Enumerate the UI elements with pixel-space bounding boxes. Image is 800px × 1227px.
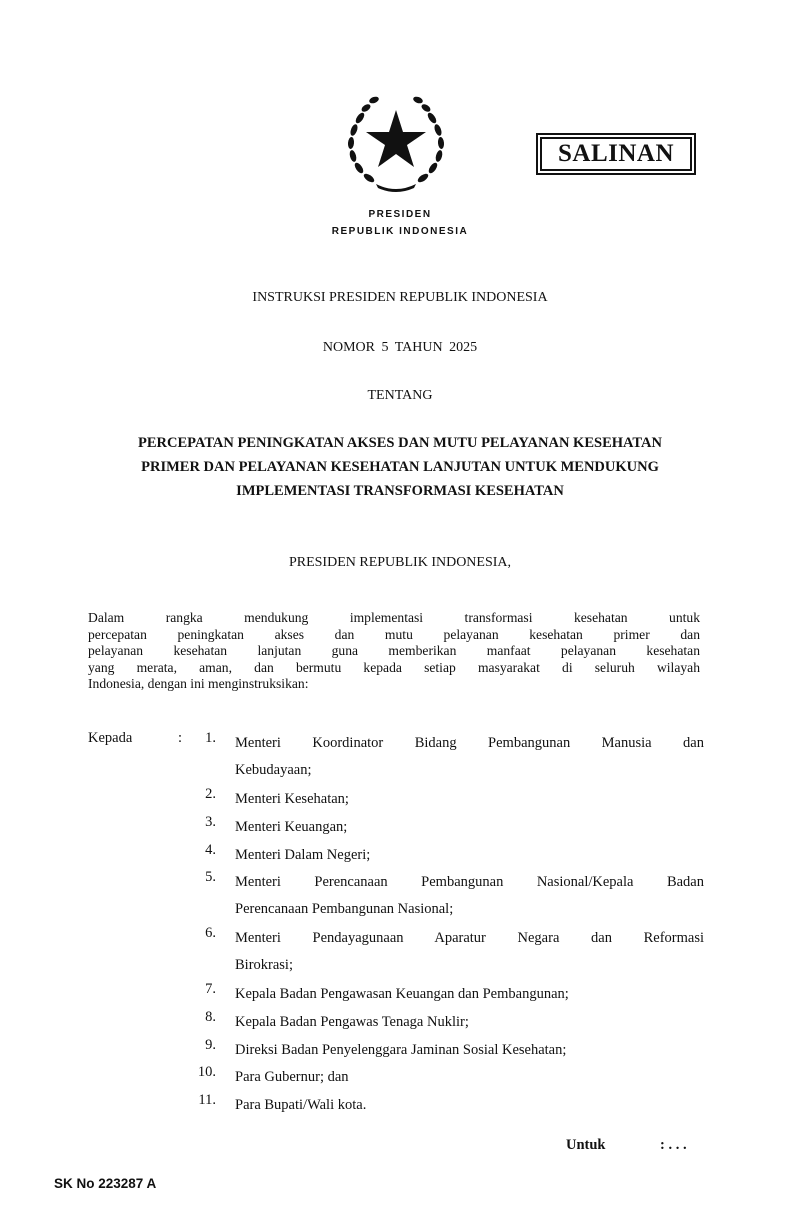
item-number: 10. (197, 1064, 216, 1080)
item-number: 7. (205, 981, 216, 997)
header-republic: REPUBLIK INDONESIA (331, 226, 469, 237)
item-text-cont: Birokrasi; (235, 957, 293, 973)
subject-line-3: IMPLEMENTASI TRANSFORMASI KESEHATAN (236, 483, 564, 499)
item-number: 1. (205, 730, 216, 746)
list-item (180, 869, 704, 923)
item-number: 11. (198, 1092, 216, 1108)
copy-stamp: SALINAN (536, 133, 696, 175)
list-item (180, 981, 704, 1008)
item-number: 3. (205, 814, 216, 830)
star-wreath-icon (340, 88, 452, 196)
list-item (180, 925, 704, 979)
list-item (180, 814, 704, 841)
list-item (180, 1092, 704, 1119)
document-subject (80, 431, 720, 503)
document-about: TENTANG (367, 388, 433, 403)
document-number: NOMOR 5 TAHUN 2025 (322, 340, 478, 355)
item-text: Para Gubernur; dan (235, 1069, 349, 1085)
preamble-line: percepatan peningkatan akses dan mutu pelayanan kesehatan primer dan (88, 626, 700, 642)
item-text: Menteri Dalam Negeri; (235, 847, 371, 863)
state-emblem (340, 88, 452, 196)
item-number: 8. (205, 1009, 216, 1025)
continuation-word: Untuk (566, 1137, 606, 1153)
item-text-cont: Perencanaan Pembangunan Nasional; (235, 901, 454, 917)
document-code: SK No 223287 A (54, 1176, 157, 1191)
item-text: Direksi Badan Penyelenggara Jaminan Sosial Kesehatan; (235, 1042, 567, 1058)
preamble-line: Dalam rangka mendukung implementasi transformasi kesehatan untuk (88, 610, 700, 625)
item-text: Menteri Keuangan; (235, 819, 348, 835)
subject-line-2: PRIMER DAN PELAYANAN KESEHATAN LANJUTAN UNTUK MENDUKUNG (141, 459, 659, 475)
preamble-line: Indonesia, dengan ini menginstruksikan: (88, 676, 309, 691)
preamble-paragraph (88, 610, 700, 693)
list-item (180, 1009, 704, 1036)
preamble-line: yang merata, aman, dan bermutu kepada setiap masyarakat di seluruh wilayah (88, 659, 700, 675)
item-text: Menteri Pendayagunaan Aparatur Negara dan Reformasi (235, 930, 704, 946)
item-text-cont: Kebudayaan; (235, 762, 312, 778)
item-text: Menteri Kesehatan; (235, 791, 349, 807)
continuation-dots: : . . . (660, 1137, 687, 1153)
issuer-heading: PRESIDEN REPUBLIK INDONESIA, (288, 555, 512, 570)
list-item (180, 730, 704, 784)
list-item (180, 786, 704, 813)
item-text: Kepala Badan Pengawas Tenaga Nuklir; (235, 1014, 469, 1030)
item-number: 5. (205, 869, 216, 885)
item-number: 6. (205, 925, 216, 941)
subject-line-1: PERCEPATAN PENINGKATAN AKSES DAN MUTU PELAYANAN KESEHATAN (138, 435, 662, 451)
document-title: INSTRUKSI PRESIDEN REPUBLIK INDONESIA (252, 290, 548, 305)
header-president: PRESIDEN (368, 209, 432, 220)
list-item (180, 1037, 704, 1064)
item-text: Kepala Badan Pengawasan Keuangan dan Pembangunan; (235, 986, 569, 1002)
item-number: 9. (205, 1037, 216, 1053)
recipients-label: Kepada (88, 730, 133, 746)
list-item (180, 842, 704, 869)
item-text: Para Bupati/Wali kota. (235, 1097, 367, 1113)
item-text: Menteri Koordinator Bidang Pembangunan Manusia dan (235, 735, 704, 751)
recipients-colon: : (178, 730, 183, 746)
item-number: 4. (205, 842, 216, 858)
item-number: 2. (205, 786, 216, 802)
list-item (180, 1064, 704, 1091)
preamble-line: pelayanan kesehatan lanjutan guna memberikan manfaat pelayanan kesehatan (88, 643, 700, 658)
item-text: Menteri Perencanaan Pembangunan Nasional/Kepala Badan (235, 874, 704, 890)
